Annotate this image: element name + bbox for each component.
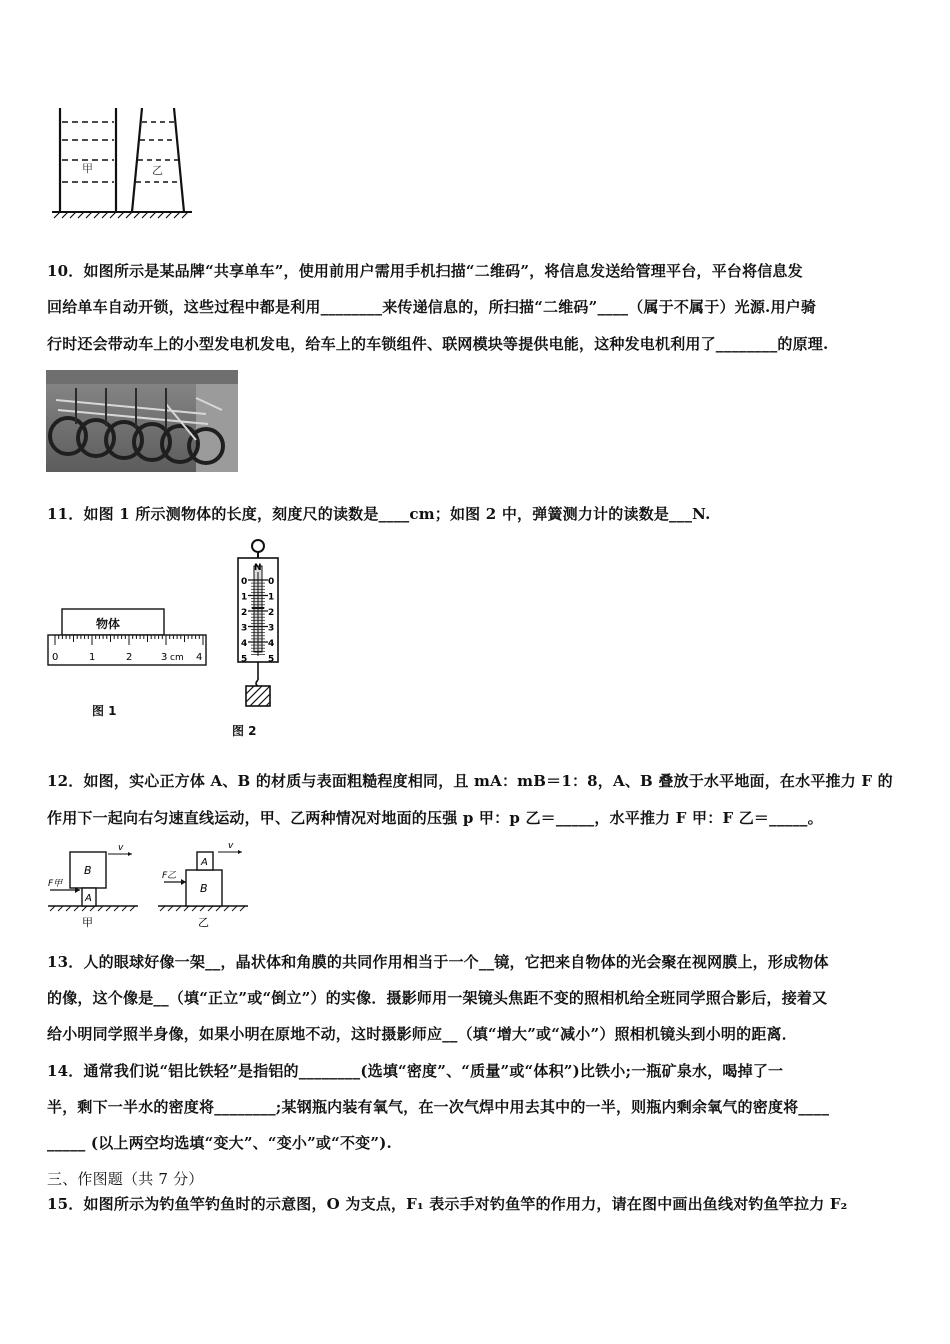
spring-tick-left: 4 xyxy=(241,639,248,649)
q12-line-1: 12．如图，实心正方体 A、B 的材质与表面粗糙程度相同，且 mA：mB＝1：8，A、B 叠放于水平地面，在水平推力 F 的 xyxy=(47,772,893,790)
fig-yi-caption: 乙 xyxy=(198,916,209,929)
container-jia-label: 甲 xyxy=(82,162,93,175)
q10-line-3: 行时还会带动车上的小型发电机发电，给车上的车锁组件、联网模块等提供电能，这种发电机利用了________的原理. xyxy=(47,335,829,353)
fig-jia-velocity: v xyxy=(118,843,124,853)
q14-line-3: _____ (以上两空均选填“变大”、“变小”或“不变”). xyxy=(47,1134,392,1152)
fig1-caption: 图 1 xyxy=(92,704,117,718)
containers-figure xyxy=(48,100,198,220)
q14-line-1: 14．通常我们说“铝比铁轻”是指铝的________(选填“密度”、“质量”或“体积”)比铁小;一瓶矿泉水，喝掉了一 xyxy=(47,1062,784,1080)
spring-tick-right: 3 xyxy=(268,623,275,634)
spring-tick-left: 2 xyxy=(241,608,248,618)
q13-line-1: 13．人的眼球好像一架__，晶状体和角膜的共同作用相当于一个__镜，它把来自物体的光会聚在视网膜上，形成物体 xyxy=(47,953,829,971)
spring-tick-right: 1 xyxy=(268,592,275,603)
spring-tick-left: 1 xyxy=(241,592,248,603)
spring-tick-right: 5 xyxy=(268,654,275,665)
fig2-caption: 图 2 xyxy=(232,724,257,738)
fig-jia-top-block: B xyxy=(84,864,92,877)
ruler-tick-0: 0 xyxy=(52,652,59,663)
fig-yi-force: F乙 xyxy=(162,871,177,881)
ruler-figure xyxy=(46,606,211,668)
section-3-title: 三、作图题（共 7 分） xyxy=(47,1170,204,1188)
spring-unit: N xyxy=(254,563,262,573)
ruler-tick-4: 4 xyxy=(196,652,203,663)
spring-tick-left: 3 xyxy=(241,623,248,634)
fig-yi-top-block: A xyxy=(201,857,208,868)
q12-line-2: 作用下一起向右匀速直线运动，甲、乙两种情况对地面的压强 p 甲：p 乙＝_____，水平推力 F 甲：F 乙＝_____。 xyxy=(47,809,823,827)
fig-yi-bottom-block: B xyxy=(200,882,208,895)
spring-tick-left: 5 xyxy=(241,654,248,665)
q14-line-2: 半，剩下一半水的密度将________;某钢瓶内装有氧气，在一次气焊中用去其中的一半，则瓶内剩余氧气的密度将____ xyxy=(47,1098,830,1116)
q10-line-1: 10．如图所示是某品牌“共享单车”，使用前用户需用手机扫描“二维码”，将信息发送给管理平台，平台将信息发 xyxy=(47,262,803,280)
q15-text: 15．如图所示为钓鱼竿钓鱼时的示意图，O 为支点，F₁ 表示手对钓鱼竿的作用力，请在图中画出鱼线对钓鱼竿拉力 F₂ xyxy=(47,1195,848,1213)
fig-jia-caption: 甲 xyxy=(82,916,93,929)
blocks-figure xyxy=(46,840,256,932)
spring-tick-right: 2 xyxy=(268,608,275,618)
spring-tick-right: 0 xyxy=(268,577,275,587)
fig-jia-force: F甲 xyxy=(48,879,63,889)
container-yi-label: 乙 xyxy=(152,164,163,177)
q10-line-2: 回给单车自动开锁，这些过程中都是利用________来传递信息的，所扫描“二维码”____（属于不属于）光源.用户骑 xyxy=(47,298,817,316)
ruler-tick-2: 2 xyxy=(126,652,133,663)
fig-yi-velocity: v xyxy=(228,841,234,851)
fig-jia-bottom-block: A xyxy=(85,893,92,904)
q13-line-2: 的像，这个像是__（填“正立”或“倒立”）的实像．摄影师用一架镜头焦距不变的照相机给全班同学照合影后，接着又 xyxy=(47,989,828,1007)
spring-tick-left: 0 xyxy=(241,577,248,587)
ruler-unit: cm xyxy=(170,653,184,663)
spring-scale-figure xyxy=(230,538,286,710)
ruler-object-label: 物体 xyxy=(96,617,121,631)
q13-line-3: 给小明同学照半身像，如果小明在原地不动，这时摄影师应__（填“增大”或“减小”）照相机镜头到小明的距离． xyxy=(47,1025,797,1043)
ruler-tick-3: 3 xyxy=(161,652,168,663)
spring-tick-right: 4 xyxy=(268,639,275,649)
shared-bikes-photo xyxy=(46,370,238,472)
q11-text: 11．如图 1 所示测物体的长度，刻度尺的读数是____cm；如图 2 中，弹簧测力计的读数是___N. xyxy=(47,505,711,523)
ruler-tick-1: 1 xyxy=(89,652,96,663)
